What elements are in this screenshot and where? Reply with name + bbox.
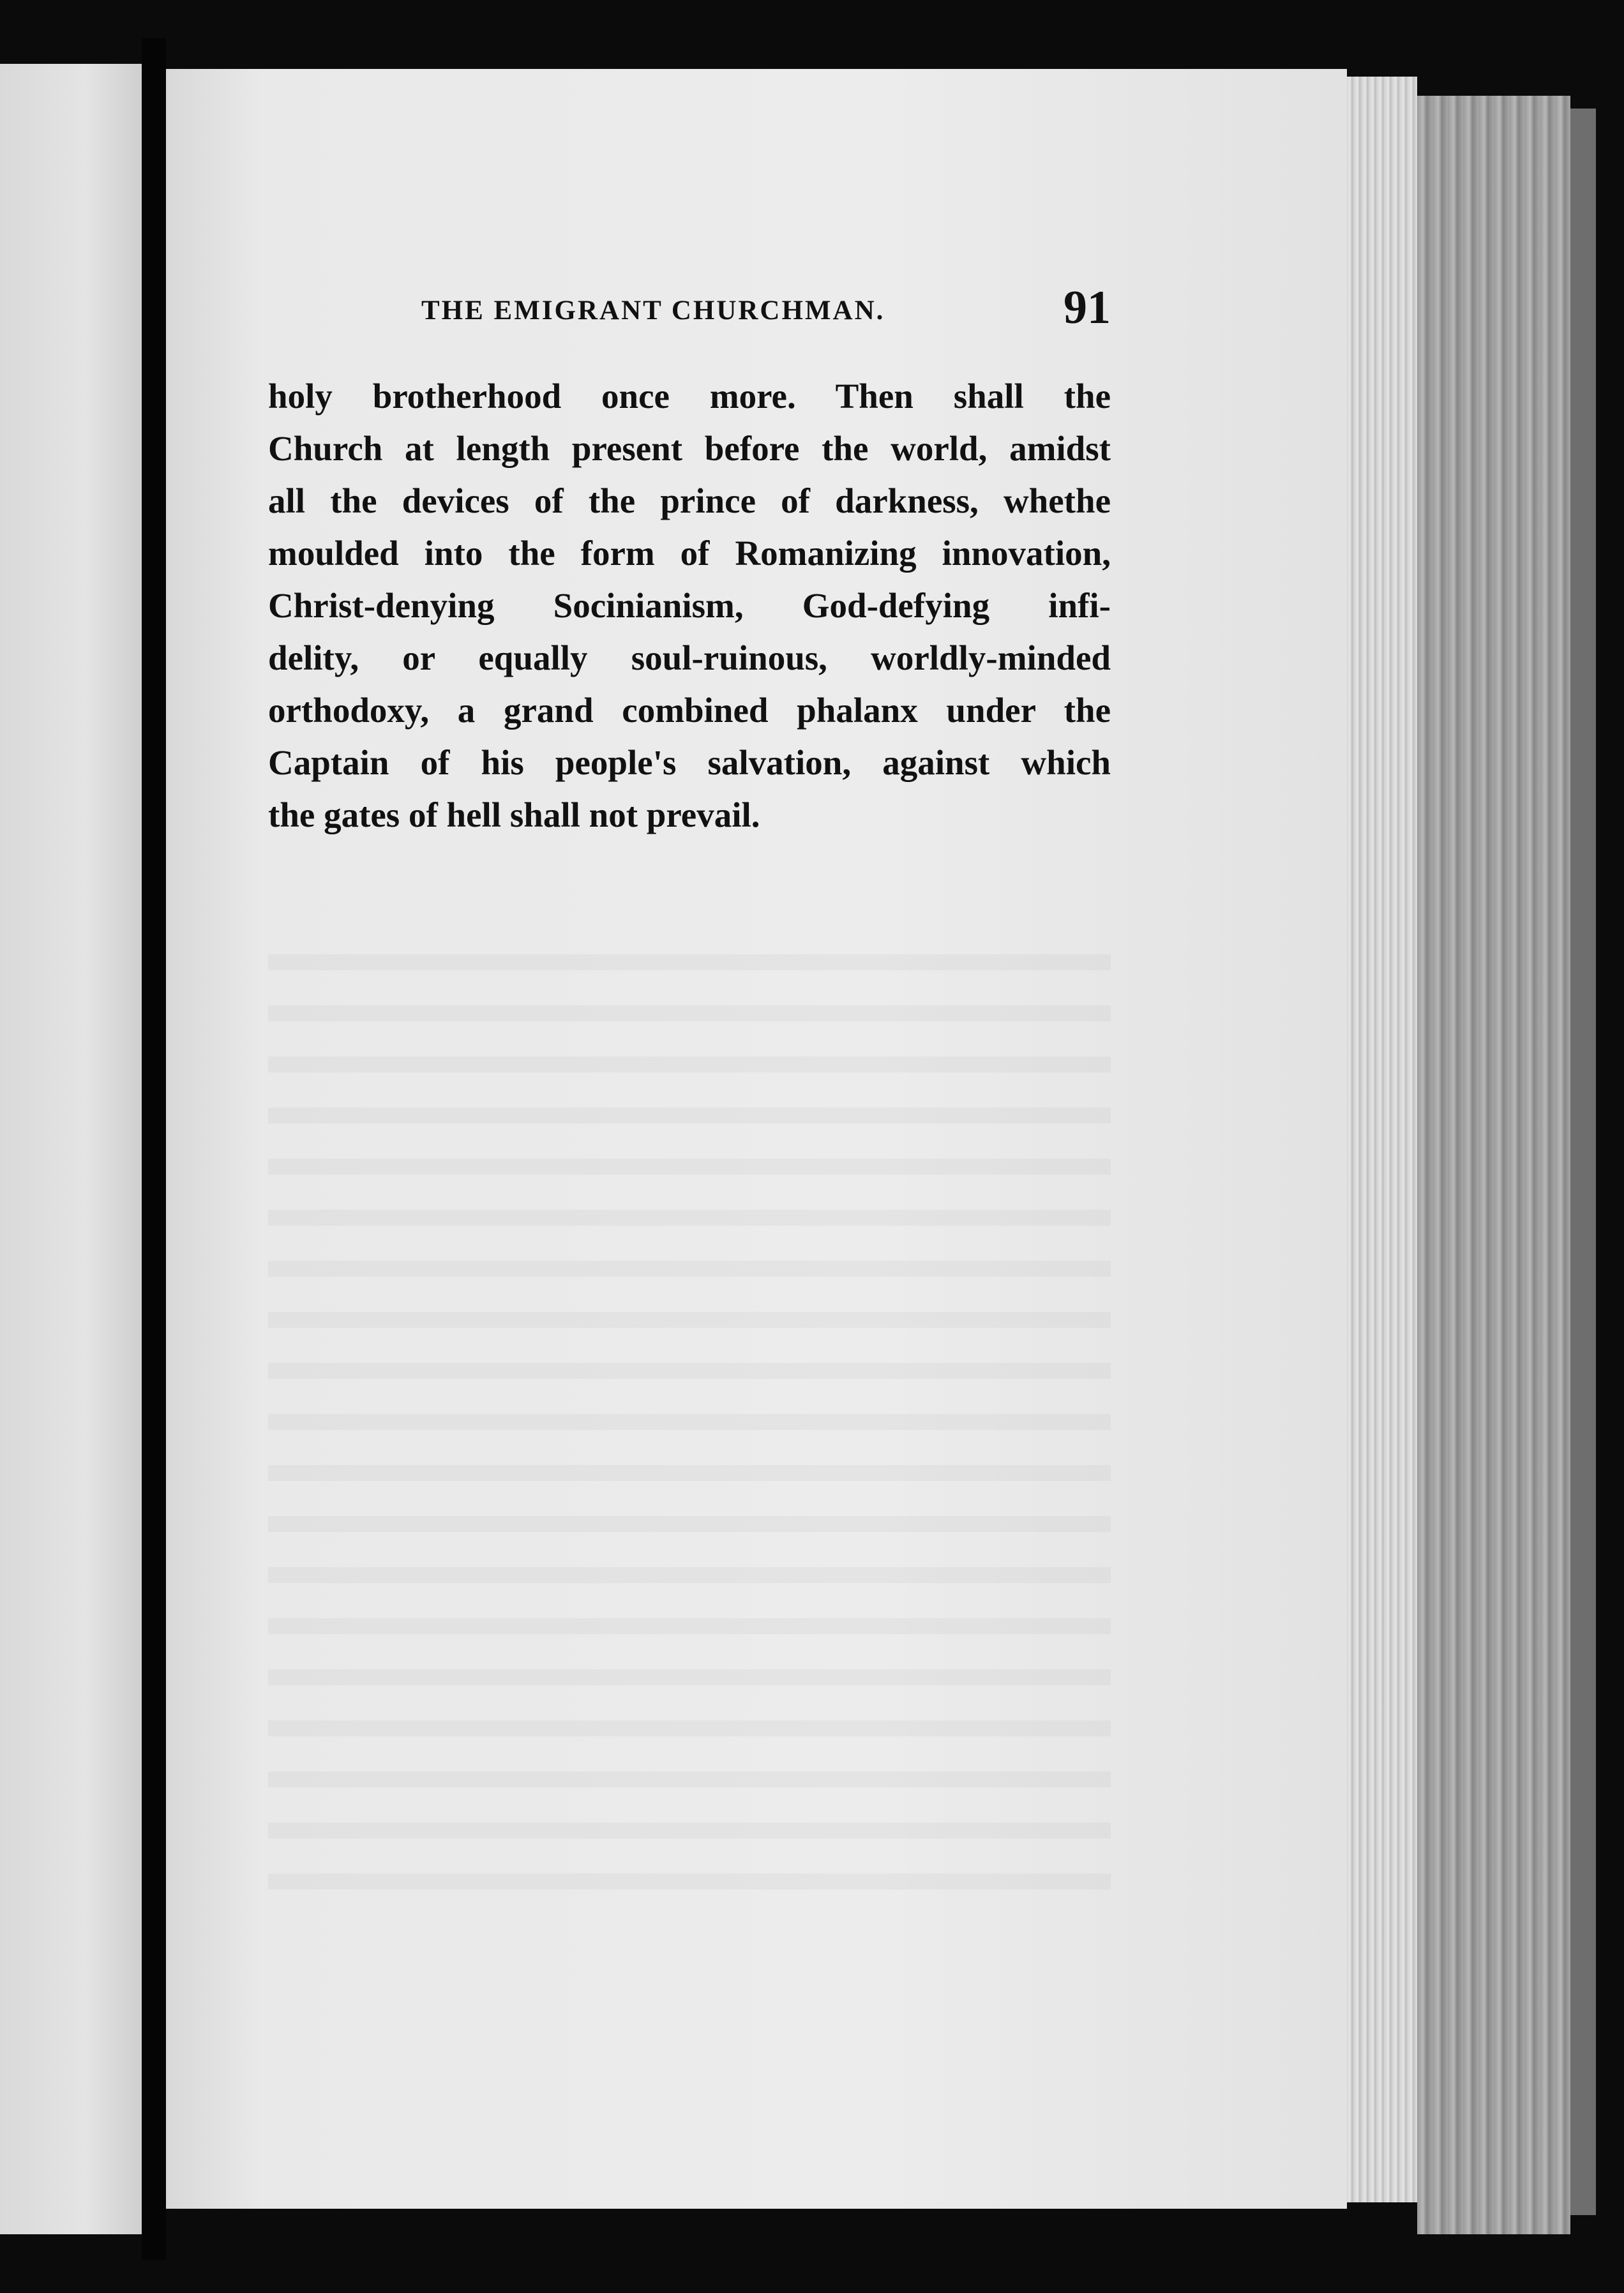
text-line: holy brotherhood once more. Then shall the: [268, 377, 1111, 416]
page-header: [421, 281, 1111, 338]
text-line: Church at length present before the world, amidst: [268, 429, 1111, 468]
text-line: the gates of hell shall not prevail.: [268, 795, 760, 834]
text-line: all the devices of the prince of darkness, whethe: [268, 481, 1111, 520]
text-line: delity, or equally soul-ruinous, worldly-minded: [268, 638, 1111, 677]
page-edges: [1347, 77, 1417, 2202]
book-spine-edge: [1570, 109, 1596, 2215]
text-line: Christ-denying Socinianism, God-defying infi-: [268, 586, 1111, 625]
page-number: 91: [1064, 282, 1111, 334]
text-line: moulded into the form of Romanizing innovation,: [268, 534, 1111, 573]
text-line: orthodoxy, a grand combined phalanx under the: [268, 691, 1111, 730]
book-cover-edge: [1417, 96, 1570, 2234]
show-through-text: [268, 919, 1111, 1915]
body-text: [268, 370, 1111, 841]
text-line: Captain of his people's salvation, against which: [268, 743, 1111, 782]
facing-page-edge: [0, 64, 142, 2234]
running-head: THE EMIGRANT CHURCHMAN.: [421, 296, 885, 326]
book-gutter: [142, 38, 166, 2260]
